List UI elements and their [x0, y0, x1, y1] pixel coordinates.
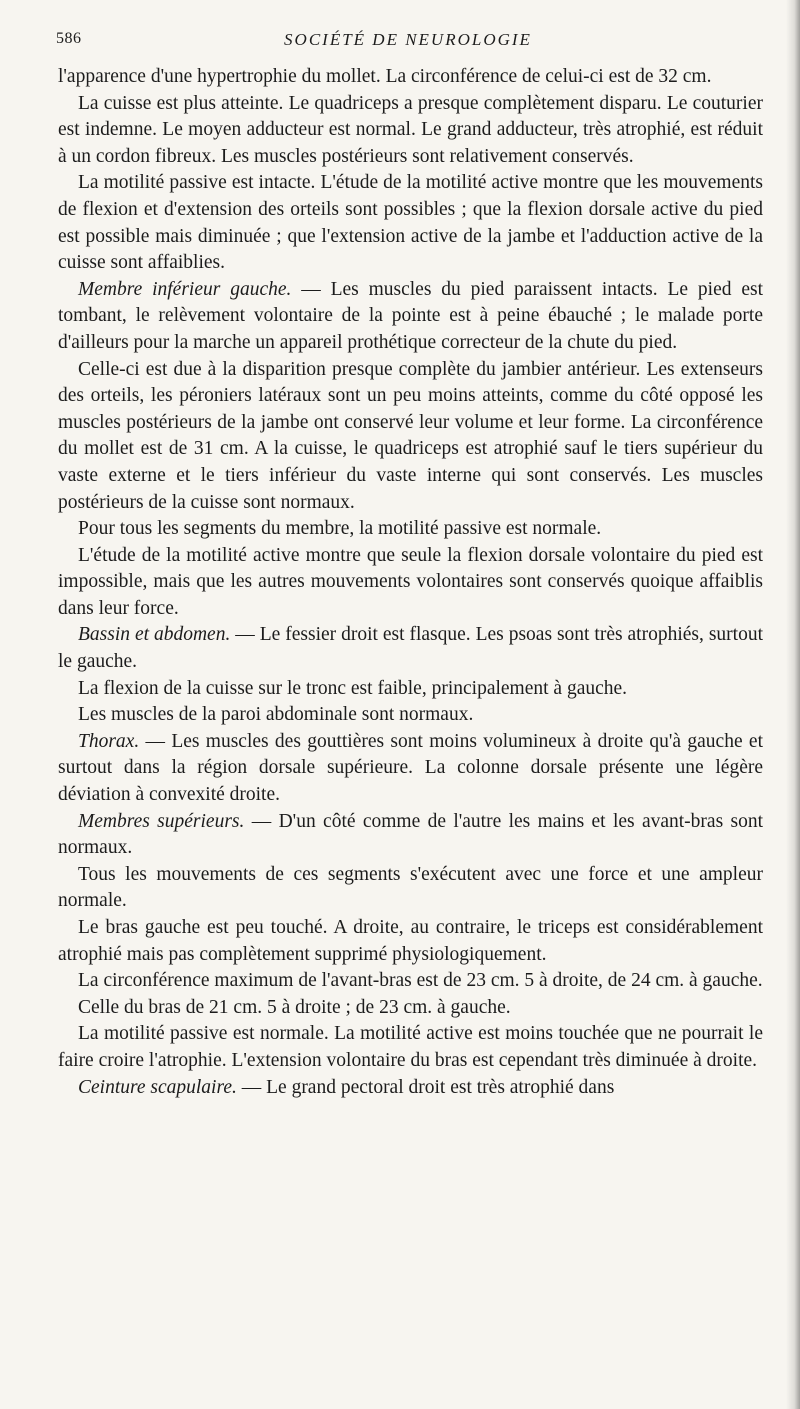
- paragraph-text: — Le fessier droit est flasque. Les psoas sont très atrophiés, surtout le gauche.: [58, 624, 763, 673]
- body-text: [58, 64, 763, 1101]
- section-heading: Membres supérieurs.: [78, 810, 245, 832]
- paragraph: [58, 995, 763, 1022]
- paragraph-text: — Les muscles du pied paraissent intacts. Le pied est tombant, le relèvement volontaire de la pointe est à peine ébauché ; le malade porte d'ailleurs pour la marche un appareil prothétique correcteur de la chute du pied.: [58, 278, 763, 353]
- paragraph: [58, 91, 763, 171]
- paragraph: [58, 702, 763, 729]
- paragraph-text: La motilité passive est intacte. L'étude de la motilité active montre que les mouvements de flexion et d'extension des orteils sont possibles ; que la flexion dorsale active du pied est possible mais diminuée ; que l'extension active de la jambe et l'adduction active de la cuisse sont affaiblies.: [58, 172, 763, 274]
- paragraph-text: Les muscles de la paroi abdominale sont normaux.: [78, 704, 474, 726]
- paragraph: [58, 1075, 763, 1102]
- paragraph-text: La motilité passive est normale. La motilité active est moins touchée que ne pourrait le faire croire l'atrophie. L'extension volontaire du bras est cependant très diminuée à droite.: [58, 1023, 763, 1071]
- paragraph: [58, 64, 763, 91]
- paragraph: [58, 516, 763, 543]
- paragraph-text: Pour tous les segments du membre, la motilité passive est normale.: [78, 518, 602, 540]
- paragraph: [58, 622, 763, 675]
- page-header: [56, 30, 760, 54]
- section-heading: Bassin et abdomen.: [78, 624, 231, 646]
- paragraph: [58, 862, 763, 915]
- paragraph-text: La cuisse est plus atteinte. Le quadriceps a presque complètement disparu. Le couturier est indemne. Le moyen adducteur est normal. Le grand adducteur, très atrophié, est réduit à un cordon fibreux. Les muscles postérieurs sont relativement conservés.: [58, 92, 763, 167]
- paragraph: [58, 543, 763, 623]
- paragraph-text: Tous les mouvements de ces segments s'exécutent avec une force et une ampleur normale.: [58, 863, 763, 912]
- paragraph: [58, 357, 763, 517]
- running-head: SOCIÉTÉ DE NEUROLOGIE: [284, 30, 532, 49]
- paragraph-text: Celle-ci est due à la disparition presque complète du jambier antérieur. Les extenseurs des orteils, les péroniers latéraux sont un peu moins atteints, comme du côté opposé les muscles postérieurs de la jambe ont conservé leur volume et leur forme. La circonférence du mollet est de 31 cm. A la cuisse, le quadriceps est atrophié sauf le tiers supérieur du vaste externe et le tiers inférieur du vaste interne qui sont conservés. Les muscles postérieurs de la cuisse sont normaux.: [58, 358, 763, 513]
- paragraph-text: — D'un côté comme de l'autre les mains et les avant-bras sont normaux.: [58, 810, 764, 859]
- page-number: 586: [56, 30, 82, 47]
- paragraph: [58, 170, 763, 276]
- paragraph-text: — Les muscles des gouttières sont moins volumineux à droite qu'à gauche et surtout dans la région dorsale supérieure. La colonne dorsale présente une légère déviation à convexité droite.: [58, 730, 763, 806]
- paragraph-text: Le bras gauche est peu touché. A droite, au contraire, le triceps est considérablement atrophié mais pas complètement supprimé physiologiquement.: [58, 917, 763, 965]
- paragraph: [58, 277, 763, 357]
- paragraph: [58, 809, 763, 862]
- page-edge-shadow: [786, 0, 800, 1409]
- paragraph: [58, 968, 763, 995]
- paragraph-text: — Le grand pectoral droit est très atrophié dans: [236, 1076, 615, 1098]
- paragraph-text: Celle du bras de 21 cm. 5 à droite ; de 23 cm. à gauche.: [78, 996, 511, 1018]
- paragraph-text: l'apparence d'une hypertrophie du mollet. La circonférence de celui-ci est de 32 cm.: [58, 66, 712, 87]
- paragraph-text: La flexion de la cuisse sur le tronc est faible, principalement à gauche.: [78, 677, 628, 699]
- paragraph: [58, 676, 763, 703]
- paragraph: [58, 729, 763, 809]
- paragraph-text: L'étude de la motilité active montre que seule la flexion dorsale volontaire du pied est impossible, mais que les autres mouvements volontaires sont conservés quoique affaiblis dans leur force.: [58, 544, 763, 619]
- section-heading: Membre inférieur gauche.: [78, 278, 292, 300]
- section-heading: Thorax.: [78, 730, 140, 752]
- paragraph-text: La circonférence maximum de l'avant-bras est de 23 cm. 5 à droite, de 24 cm. à gauche.: [78, 970, 763, 992]
- section-heading: Ceinture scapulaire.: [78, 1076, 237, 1098]
- paragraph: [58, 1021, 763, 1074]
- paragraph: [58, 915, 763, 968]
